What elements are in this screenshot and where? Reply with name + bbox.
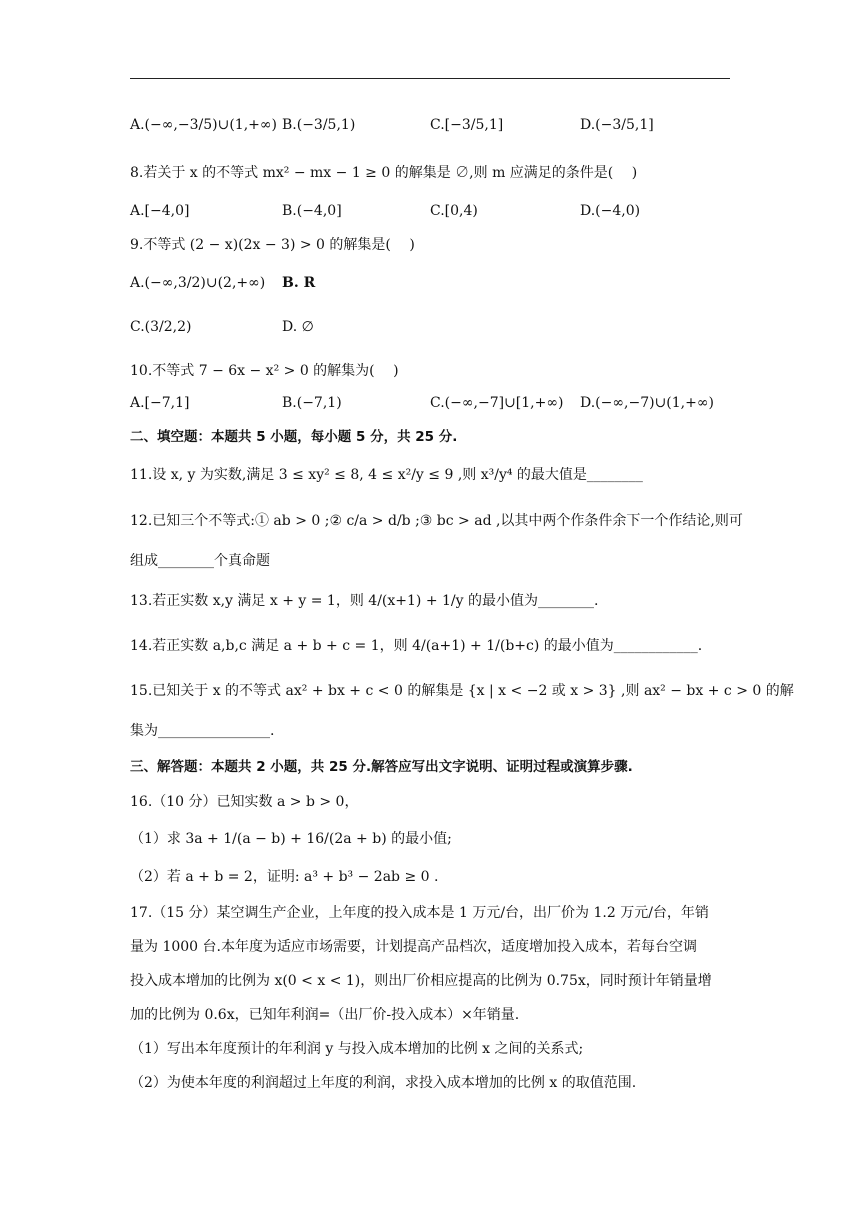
q10-option-b: B.(−7,1) — [282, 395, 342, 411]
q12-line-2: 组成________个真命题 — [130, 553, 270, 569]
q17-line-1: 17.（15 分）某空调生产企业，上年度的投入成本是 1 万元/台，出厂价为 1.2 万元/台，年销 — [130, 905, 709, 921]
q17-line-2: 量为 1000 台.本年度为适应市场需要，计划提高产品档次，适度增加投入成本，若每台空调 — [130, 939, 697, 955]
q10-option-c: C.(−∞,−7]∪[1,+∞) — [430, 395, 564, 411]
q7-option-c: C.[−3/5,1] — [430, 117, 504, 133]
q17-part-1: （1）写出本年度预计的年利润 y 与投入成本增加的比例 x 之间的关系式; — [130, 1041, 584, 1057]
q15-line-1: 15.已知关于 x 的不等式 ax² + bx + c < 0 的解集是 {x | x < −2 或 x > 3} ,则 ax² − bx + c > 0 的解 — [130, 683, 794, 699]
q17-line-4: 加的比例为 0.6x，已知年利润=（出厂价-投入成本）×年销量. — [130, 1007, 520, 1023]
q17-line-3: 投入成本增加的比例为 x(0 < x < 1)，则出厂价相应提高的比例为 0.75x，同时预计年销量增 — [130, 973, 712, 989]
section-3-heading: 三、解答题：本题共 2 小题，共 25 分.解答应写出文字说明、证明过程或演算步骤. — [130, 759, 633, 775]
q12-line-1: 12.已知三个不等式:① ab > 0 ;② c/a > d/b ;③ bc > ad ,以其中两个作条件余下一个作结论,则可 — [130, 513, 743, 529]
section-2-heading: 二、填空题：本题共 5 小题，每小题 5 分，共 25 分. — [130, 429, 458, 445]
q16-stem: 16.（10 分）已知实数 a > b > 0， — [130, 794, 359, 810]
q10-option-d: D.(−∞,−7)∪(1,+∞) — [580, 395, 714, 411]
q8-option-a: A.[−4,0] — [130, 203, 190, 219]
q16-part-1: （1）求 3a + 1/(a − b) + 16/(2a + b) 的最小值; — [130, 831, 452, 847]
q8-stem: 8.若关于 x 的不等式 mx² − mx − 1 ≥ 0 的解集是 ∅,则 m 应满足的条件是( ) — [130, 165, 638, 181]
q11-text: 11.设 x, y 为实数,满足 3 ≤ xy² ≤ 8, 4 ≤ x²/y ≤ 9 ,则 x³/y⁴ 的最大值是________ — [130, 467, 643, 483]
q7-option-d: D.(−3/5,1] — [580, 117, 654, 133]
q8-option-c: C.[0,4) — [430, 203, 478, 219]
q9-option-c: C.(3/2,2) — [130, 319, 192, 335]
q9-option-a: A.(−∞,3/2)∪(2,+∞) — [130, 275, 266, 291]
q9-stem: 9.不等式 (2 − x)(2x − 3) > 0 的解集是( ) — [130, 237, 415, 253]
q9-option-b: B. R — [282, 275, 316, 291]
q8-option-d: D.(−4,0) — [580, 203, 641, 219]
q10-option-a: A.[−7,1] — [130, 395, 190, 411]
q10-stem: 10.不等式 7 − 6x − x² > 0 的解集为( ) — [130, 363, 399, 379]
q16-part-2: （2）若 a + b = 2，证明: a³ + b³ − 2ab ≥ 0 . — [130, 869, 439, 885]
q14-text: 14.若正实数 a,b,c 满足 a + b + c = 1，则 4/(a+1) + 1/(b+c) 的最小值为____________. — [130, 638, 703, 654]
q15-line-2: 集为________________. — [130, 723, 275, 739]
q7-option-a: A.(−∞,−3/5)∪(1,+∞) — [130, 117, 277, 133]
q13-text: 13.若正实数 x,y 满足 x + y = 1，则 4/(x+1) + 1/y 的最小值为________. — [130, 593, 599, 609]
q9-option-d: D. ∅ — [282, 319, 314, 335]
header-rule — [130, 78, 730, 79]
q8-option-b: B.(−4,0] — [282, 203, 342, 219]
q17-part-2: （2）为使本年度的利润超过上年度的利润，求投入成本增加的比例 x 的取值范围. — [130, 1075, 637, 1091]
q7-option-b: B.(−3/5,1) — [282, 117, 356, 133]
